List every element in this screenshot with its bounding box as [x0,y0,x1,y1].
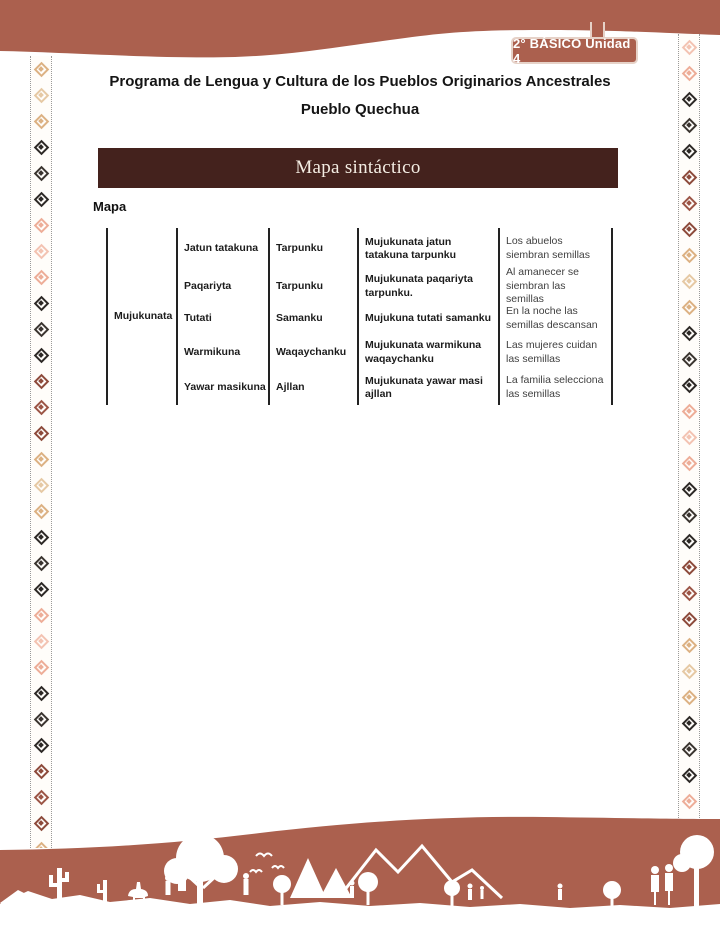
textile-diamond-icon [31,576,51,602]
textile-diamond-icon [679,86,699,112]
sentence-cell: Mujukuna tutati samanku [357,303,498,334]
unit-badge [511,37,638,64]
textile-diamond-icon [31,134,51,160]
textile-diamond-icon [679,424,699,450]
syntax-table [106,228,613,405]
object-cell: Jatun tatakuna [176,228,268,270]
textile-diamond-icon [679,372,699,398]
textile-diamond-icon [679,788,699,814]
textile-diamond-icon [31,732,51,758]
verb-cell: Samanku [268,303,357,334]
textile-diamond-icon [31,368,51,394]
textile-diamond-icon [679,242,699,268]
textile-diamond-icon [31,290,51,316]
textile-diamond-icon [31,524,51,550]
textile-diamond-icon [31,602,51,628]
textile-diamond-icon [31,238,51,264]
textile-border-right [678,34,700,818]
textile-diamond-icon [31,160,51,186]
textile-diamond-icon [679,632,699,658]
textile-diamond-icon [31,186,51,212]
textile-diamond-icon [679,528,699,554]
textile-diamond-icon [31,56,51,82]
textile-diamond-icon [679,294,699,320]
textile-diamond-icon [679,60,699,86]
section-title: Mapa sintáctico [295,157,421,178]
textile-diamond-icon [679,580,699,606]
sentence-cell: Mujukunata warmikuna waqaychanku [357,334,498,371]
textile-diamond-icon [679,554,699,580]
verb-cell: Ajllan [268,371,357,405]
unit-badge-label: 2° BÁSICO Unidad 4 [513,35,631,66]
textile-diamond-icon [679,268,699,294]
translation-cell: Los abuelos siembran semillas [498,228,613,270]
verb-cell: Waqaychanku [268,334,357,371]
textile-diamond-icon [31,108,51,134]
textile-diamond-icon [679,476,699,502]
textile-diamond-icon [31,498,51,524]
translation-cell: En la noche las semillas descansan [498,303,613,334]
textile-diamond-icon [31,550,51,576]
textile-diamond-icon [679,684,699,710]
textile-diamond-icon [679,502,699,528]
textile-diamond-icon [31,342,51,368]
textile-diamond-icon [679,710,699,736]
textile-diamond-icon [31,446,51,472]
object-cell: Yawar masikuna [176,371,268,405]
sentence-cell: Mujukunata jatun tatakuna tarpunku [357,228,498,270]
section-title-bar [98,148,618,188]
pueblo-subtitle: Pueblo Quechua [300,101,420,118]
object-cell: Paqariyta [176,270,268,303]
textile-diamond-icon [31,706,51,732]
textile-diamond-icon [679,762,699,788]
textile-diamond-icon [31,654,51,680]
textile-diamond-icon [679,34,699,60]
textile-diamond-icon [679,658,699,684]
textile-diamond-icon [679,450,699,476]
verb-cell: Tarpunku [268,228,357,270]
textile-diamond-icon [31,472,51,498]
textile-diamond-icon [679,736,699,762]
textile-diamond-icon [679,164,699,190]
textile-diamond-icon [31,784,51,810]
textile-diamond-icon [679,606,699,632]
textile-diamond-icon [679,346,699,372]
textile-diamond-icon [31,394,51,420]
object-cell: Tutati [176,303,268,334]
translation-cell: La familia selecciona las semillas [498,371,613,405]
textile-diamond-icon [679,190,699,216]
object-cell: Warmikuna [176,334,268,371]
textile-diamond-icon [31,316,51,342]
verb-cell: Tarpunku [268,270,357,303]
textile-border-left [30,56,52,848]
translation-cell: Al amanecer se siembran las semillas [498,270,613,303]
textile-diamond-icon [679,112,699,138]
textile-diamond-icon [679,138,699,164]
textile-diamond-icon [31,758,51,784]
sentence-cell: Mujukunata yawar masi ajllan [357,371,498,405]
landscape-silhouette [0,812,720,932]
program-title: Programa de Lengua y Cultura de los Pueblos Originarios Ancestrales [109,73,611,90]
textile-diamond-icon [679,320,699,346]
textile-diamond-icon [31,264,51,290]
textile-diamond-icon [679,216,699,242]
textile-diamond-icon [679,398,699,424]
textile-diamond-icon [31,680,51,706]
translation-cell: Las mujeres cuidan las semillas [498,334,613,371]
sentence-cell: Mujukunata paqariyta tarpunku. [357,270,498,303]
subject-cell: Mujukunata [106,228,176,405]
textile-diamond-icon [31,420,51,446]
textile-diamond-icon [31,212,51,238]
textile-diamond-icon [31,628,51,654]
map-label: Mapa [93,199,127,214]
textile-diamond-icon [31,82,51,108]
